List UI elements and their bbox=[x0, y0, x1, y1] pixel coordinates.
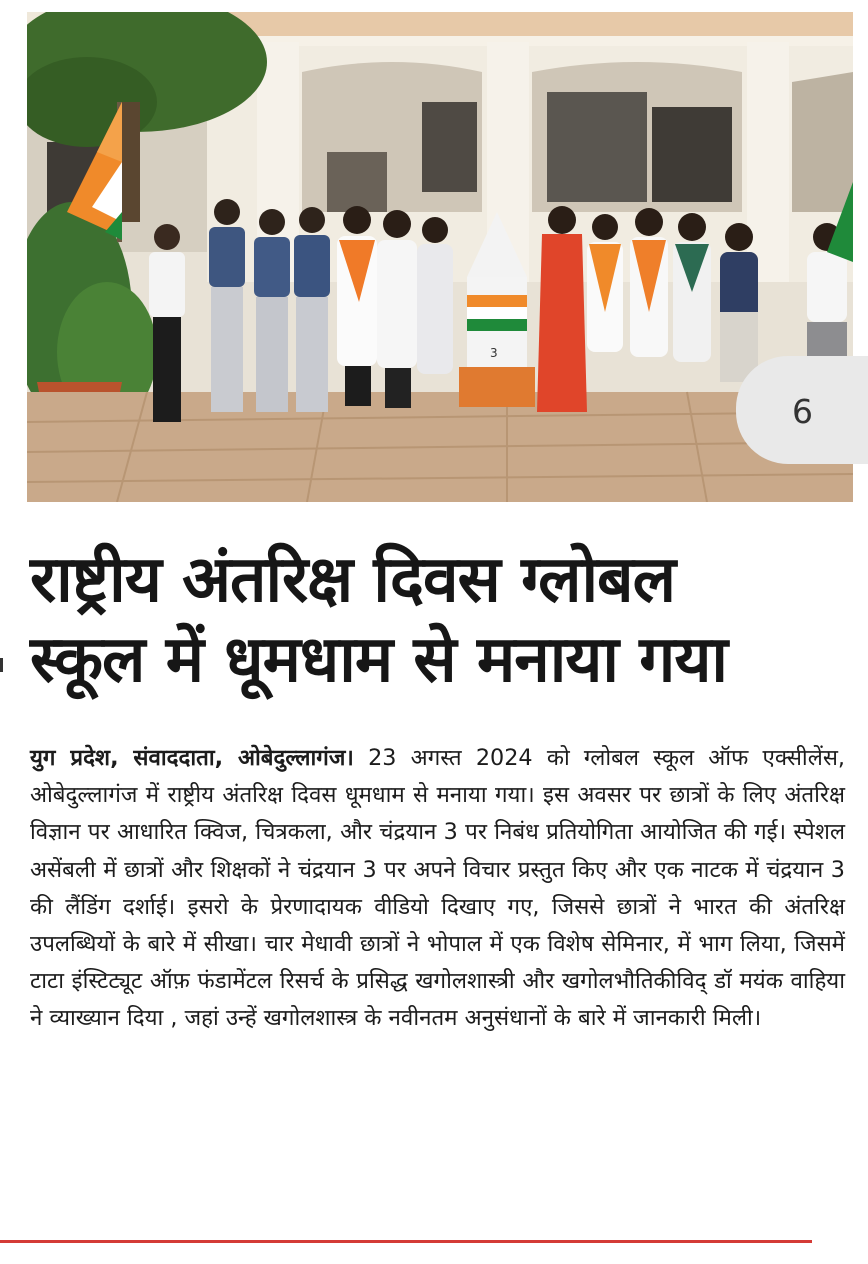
headline-line-2: स्कूल में धूमधाम से मनाया गया bbox=[30, 623, 728, 697]
headline bbox=[30, 540, 845, 700]
article-text: 23 अगस्त 2024 को ग्लोबल स्कूल ऑफ एक्सीलेंस, ओबेदुल्लागंज में राष्ट्रीय अंतरिक्ष दिवस धूमधाम से मनाया गया। इस अवसर पर छात्रों के लिए अंतरिक्ष विज्ञान पर आधारित क्विज, चित्रकला, और चंद्रयान 3 पर निबंध प्रतियोगिता आयोजित की गई। स्पेशल असेंबली में छात्रों और शिक्षकों ने चंद्रयान 3 पर अपने विचार प्रस्तुत किए और एक नाटक में चंद्रयान 3 की लैंडिंग दर्शाई। इसरो के प्रेरणादायक वीडियो दिखाए गए, जिससे छात्रों ने भारत की अंतरिक्ष उपलब्धियों के बारे में सीखा। चार मेधावी छात्रों ने भोपाल में एक विशेष सेमिनार, में भाग लिया, जिसमें टाटा इंस्टिट्यूट ऑफ़ फंडामेंटल रिसर्च के प्रसिद्ध खगोलशास्त्री और खगोलभौतिकीविद् डॉ मयंक वाहिया ने व्याख्यान दिया , जहां उन्हें खगोलशास्त्र के नवीनतम अनुसंधानों के बारे में जानकारी मिली। bbox=[30, 745, 845, 1032]
page-number-badge bbox=[736, 356, 868, 464]
article-paragraph bbox=[30, 740, 845, 1038]
article-body bbox=[30, 740, 845, 1038]
rocket-label: 3 bbox=[490, 346, 498, 360]
edge-mark bbox=[0, 658, 3, 672]
byline: युग प्रदेश, संवाददाता, ओबेदुल्लागंज। bbox=[30, 745, 354, 771]
page-number: 6 bbox=[792, 392, 813, 431]
news-photo bbox=[27, 12, 853, 502]
headline-line-1: राष्ट्रीय अंतरिक्ष दिवस ग्लोबल bbox=[30, 543, 675, 617]
bottom-rule bbox=[0, 1240, 812, 1243]
